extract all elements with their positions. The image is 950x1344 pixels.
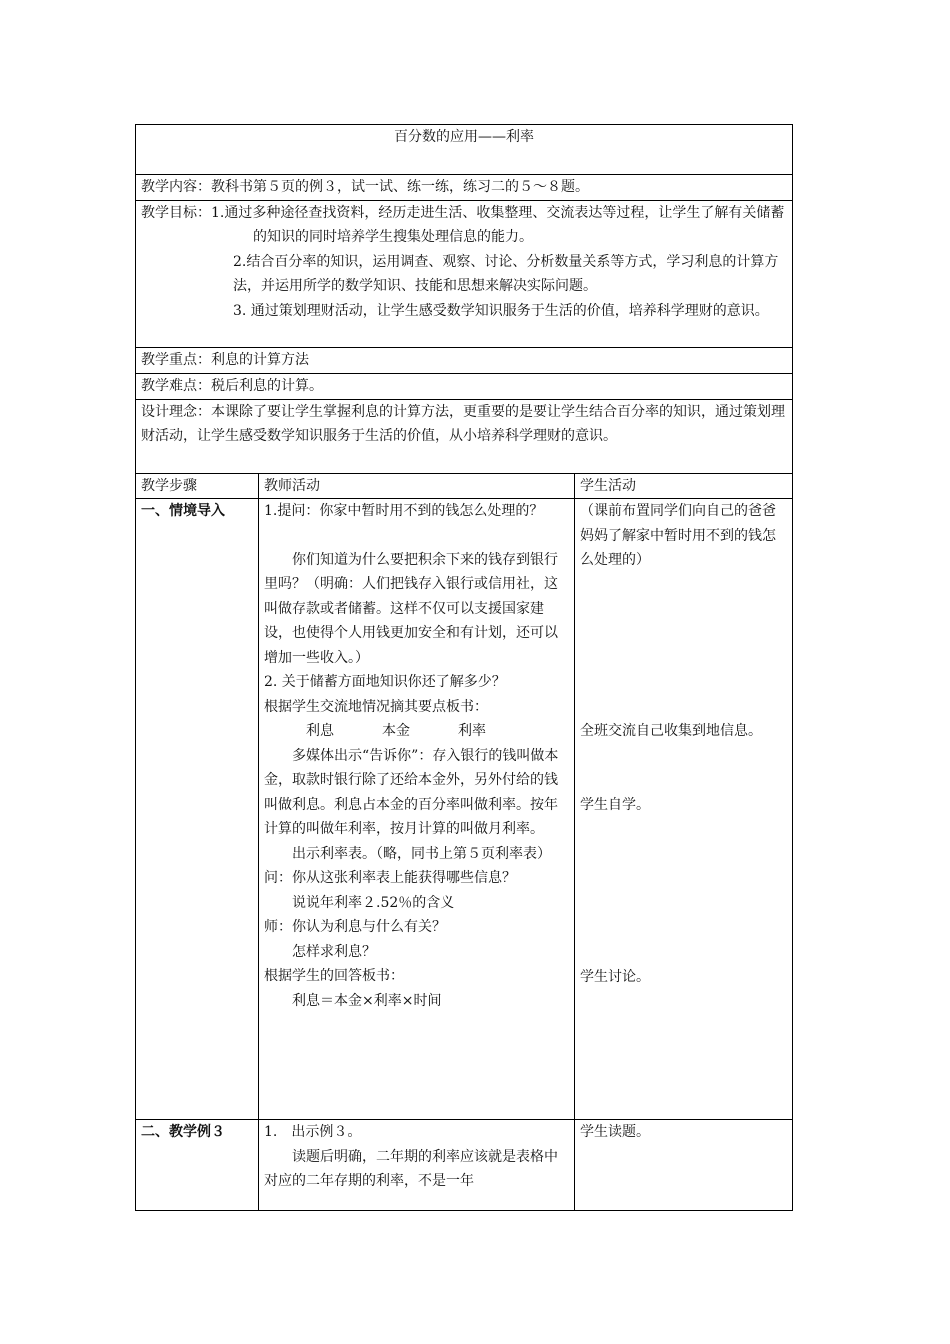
teacher-paragraph: 问：你从这张利率表上能获得哪些信息？ xyxy=(264,870,516,886)
student-note: 全班交流自己收集到地信息。 xyxy=(580,723,762,739)
step1-teacher xyxy=(259,499,575,1120)
objective-1: 教学目标：1.通过多种途径查找资料，经历走进生活、收集整理、交流表达等过程，让学生了解有关储蓄的知识的同时培养学生搜集处理信息的能力。 xyxy=(141,204,785,245)
teacher-paragraph: 师：你认为利息与什么有关？ xyxy=(264,919,446,935)
teacher-question-1: 1.提问：你家中暂时用不到的钱怎么处理的？ xyxy=(264,503,544,519)
lesson-title: 百分数的应用——利率 xyxy=(136,125,793,175)
teacher-paragraph: 怎样求利息？ xyxy=(292,943,376,960)
key-point-row xyxy=(136,347,793,373)
header-row xyxy=(136,473,793,499)
step2-row xyxy=(136,1120,793,1211)
board-word: 本金 xyxy=(382,723,410,739)
header-student: 学生活动 xyxy=(575,473,793,499)
board-word: 利息 xyxy=(306,723,334,739)
teacher-question-2: 2. 关于储蓄方面地知识你还了解多少？ xyxy=(264,674,506,690)
teacher-paragraph: 出示利率表。（略，同书上第５页利率表） xyxy=(292,845,551,862)
teacher-paragraph: 根据学生交流地情况摘其要点板书： xyxy=(264,698,488,715)
student-note: 学生自学。 xyxy=(580,797,650,813)
lesson-plan-table xyxy=(135,124,793,1211)
step2-label: 二、教学例３ xyxy=(136,1120,259,1211)
teacher-question-1: 1. 出示例３。 xyxy=(264,1124,362,1140)
teaching-objectives xyxy=(136,200,793,347)
difficulty: 教学难点：税后利息的计算。 xyxy=(136,373,793,399)
board-word: 利率 xyxy=(458,723,486,739)
teacher-paragraph: 多媒体出示“告诉你”：存入银行的钱叫做本金，取款时银行除了还给本金外，另外付给的钱叫做利息。利息占本金的百分率叫做利率。按年计算的叫做年利率，按月计算的叫做月利率。 xyxy=(264,747,559,837)
step2-student: 学生读题。 xyxy=(575,1120,793,1211)
teacher-paragraph: 你们知道为什么要把积余下来的钱存到银行里吗？（明确：人们把钱存入银行或信用社，这叫做存款或者储蓄。这样不仅可以支援国家建设，也使得个人用钱更加安全和有计划，还可以增加一些收入。） xyxy=(264,551,558,666)
step1-student xyxy=(575,499,793,1120)
objectives-row xyxy=(136,200,793,347)
header-teacher: 教师活动 xyxy=(259,473,575,499)
objective-2: 2.结合百分率的知识，运用调查、观察、讨论、分析数量关系等方式，学习利息的计算方法，并运用所学的数学知识、技能和思想来解决实际问题。 xyxy=(233,253,779,294)
design-idea-row xyxy=(136,399,793,473)
teaching-content: 教学内容：教科书第５页的例３，试一试、练一练，练习二的５～８题。 xyxy=(136,175,793,201)
step1-row xyxy=(136,499,793,1120)
header-step: 教学步骤 xyxy=(136,473,259,499)
step2-teacher xyxy=(259,1120,575,1211)
formula: 利息＝本金×利率×时间 xyxy=(292,992,442,1009)
content-row xyxy=(136,175,793,201)
student-note: （课前布置同学们向自己的爸爸妈妈了解家中暂时用不到的钱怎么处理的） xyxy=(580,503,776,568)
student-note: 学生讨论。 xyxy=(580,969,650,985)
design-idea: 设计理念：本课除了要让学生掌握利息的计算方法，更重要的是要让学生结合百分率的知识，通过策划理财活动，让学生感受数学知识服务于生活的价值，从小培养科学理财的意识。 xyxy=(136,399,793,473)
title-row xyxy=(136,125,793,175)
objectives-label: 教学目标： xyxy=(141,204,211,221)
blank-line xyxy=(264,524,569,548)
objective-3: 3. 通过策划理财活动，让学生感受数学知识服务于生活的价值，培养科学理财的意识。 xyxy=(233,302,769,319)
teacher-paragraph: 说说年利率２.52％的含义 xyxy=(292,894,455,911)
difficulty-row xyxy=(136,373,793,399)
teacher-paragraph: 读题后明确，二年期的利率应该就是表格中对应的二年存期的利率，不是一年 xyxy=(264,1148,558,1189)
key-point: 教学重点：利息的计算方法 xyxy=(136,347,793,373)
step1-label: 一、情境导入 xyxy=(136,499,259,1120)
teacher-paragraph: 根据学生的回答板书： xyxy=(264,968,404,984)
board-words xyxy=(264,719,569,744)
